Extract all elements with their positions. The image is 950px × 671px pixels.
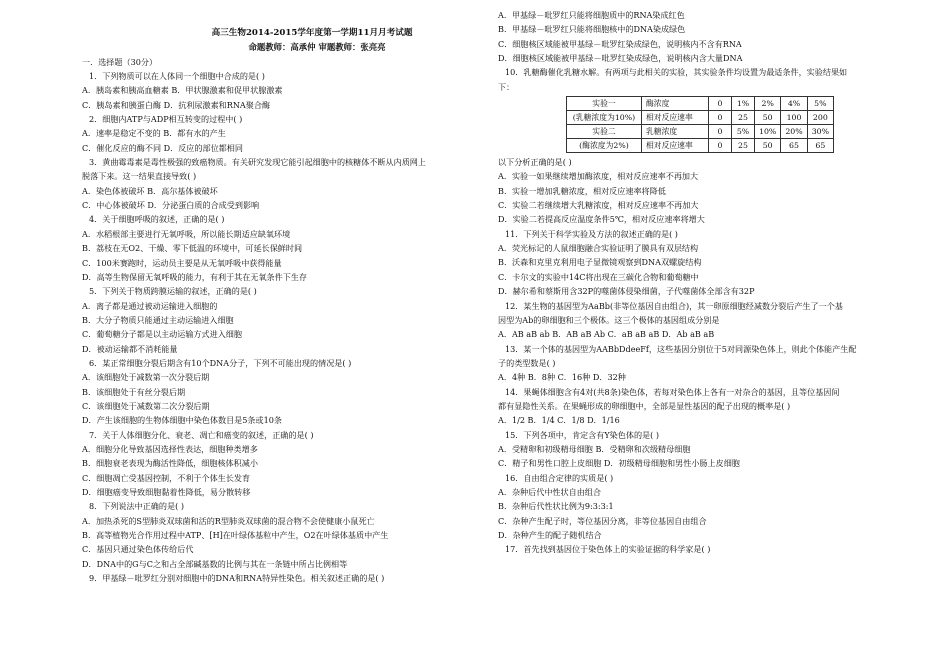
text-line: C．实验二若继续增大乳糖浓度，相对反应速率不再加大 [498, 200, 699, 211]
text-line: 4．关于细胞呼吸的叙述，正确的是( ) [89, 214, 225, 225]
table-cell: 30% [807, 125, 833, 139]
text-line: D．细胞核区域能被甲基绿－吡罗红染成绿色，说明核内含大量DNA [498, 53, 743, 64]
text-line: 子的类型数是( ) [498, 357, 556, 368]
text-line: D．实验二若提高反应温度条件5℃，相对反应速率将增大 [498, 214, 705, 225]
text-line: A．AB aB ab B．AB aB Ab C．aB aB aB D．Ab aB aB [498, 329, 715, 340]
text-line: B．杂种后代性状比例为9:3:3:1 [498, 501, 614, 512]
text-line: A．染色体被破坏 B．高尔基体被破坏 [82, 185, 218, 196]
right-question-list-bottom [498, 155, 908, 557]
exp2-condition: (酶浓度为2%) [567, 139, 642, 153]
table-cell: 200 [807, 111, 833, 125]
exp2-name: 实验二 [567, 125, 642, 139]
text-line: 14．果蝇体细胞含有4对(共8条)染色体，若每对染色体上各有一对杂合的基因，且等位基因间 [505, 386, 840, 397]
table-cell: 5% [807, 97, 833, 111]
text-line: A．该细胞处于减数第一次分裂后期 [82, 372, 210, 383]
text-line: 12．某生物的基因型为AaBb(非等位基因自由组合)，其一卵原细胞经减数分裂后产生了一个基 [505, 300, 843, 311]
text-line: C．催化反应的酶不同 D．反应的部位都相同 [82, 142, 243, 153]
text-line: D．赫尔希和蔡斯用含32P的噬菌体侵染细菌，子代噬菌体全部含有32P [498, 286, 755, 297]
text-line: B．沃森和克里克利用电子显微镜观察到DNA双螺旋结构 [498, 257, 702, 268]
text-line: C．卡尔文的实验中14C将出现在三碳化合物和葡萄糖中 [498, 271, 699, 282]
text-line: 脱落下来。这一结果直接导致( ) [82, 171, 197, 182]
exp2-rate-label: 相对反应速率 [642, 139, 709, 153]
text-line: B．细胞衰老表现为酶活性降低，细胞核体积减小 [82, 458, 258, 469]
table-cell: 4% [781, 97, 807, 111]
text-line: C．细胞核区域能被甲基绿－吡罗红染成绿色，说明核内不含有RNA [498, 38, 742, 49]
text-line: 8．下列说法中正确的是( ) [89, 501, 184, 512]
text-line: B．甲基绿－吡罗红只能将细胞核中的DNA染成绿色 [498, 24, 686, 35]
text-line: C．葡萄糖分子都是以主动运输方式进入细胞 [82, 329, 242, 340]
text-line: D．DNA中的G与C之和占全部碱基数的比例与其在一条链中所占比例相等 [82, 558, 348, 569]
text-line: C．中心体被破坏 D．分泌蛋白质的合成受到影响 [82, 200, 260, 211]
table-cell: 50 [755, 111, 781, 125]
text-line: 17．首先找到基因位于染色体上的实验证据的科学家是( ) [505, 544, 711, 555]
text-line: B．荔枝在无O2、干燥、零下低温的环境中，可延长保鲜时间 [82, 243, 303, 254]
table-cell: 100 [781, 111, 807, 125]
text-line: A．实验一如果继续增加酶浓度，相对反应速率不再加大 [498, 171, 699, 182]
table-cell: 65 [781, 139, 807, 153]
text-line: D．杂种产生的配子随机结合 [498, 530, 602, 540]
text-line: B．高等植物光合作用过程中ATP、[H]在叶绿体基粒中产生，O2在叶绿体基质中产生 [82, 530, 389, 541]
text-line: C．精子和男性口腔上皮细胞 D．初级精母细胞和男性小肠上皮细胞 [498, 458, 740, 469]
text-line: 都有显隐性关系。在果蝇形成的卵细胞中，全部是显性基因的配子出现的概率是( ) [498, 400, 791, 411]
table-row [567, 97, 834, 111]
exam-title: 高三生物2014-2015学年度第一学期11月月考试题 [211, 28, 413, 38]
text-line: 下： [498, 81, 515, 92]
text-line: A．杂种后代中性状自由组合 [498, 486, 601, 497]
text-line: 16．自由组合定律的实质是( ) [505, 472, 614, 483]
text-line: 13．某一个体的基因型为AABbDdeeFf，这些基因分别位于5对同源染色体上，则此个体能产生配 [505, 343, 857, 354]
text-line: 3．黄曲霉毒素是毒性极强的致癌物质。有关研究发现它能引起细胞中的核糖体不断从内质网上 [89, 157, 426, 168]
text-line: A．离子都是通过被动运输进入细胞的 [82, 300, 218, 311]
text-line: D．细胞癌变导致细胞黏着性降低，易分散转移 [82, 487, 251, 497]
text-line: A．受精卵和初级精母细胞 B．受精卵和次级精母细胞 [498, 443, 691, 454]
text-line: A．加热杀死的S型肺炎双球菌和活的R型肺炎双球菌的混合物不会使健康小鼠死亡 [82, 515, 375, 526]
text-line: 10．乳糖酶催化乳糖水解。有两项与此相关的实验，其实验条件均设置为最适条件，实验结果如 [505, 67, 848, 78]
text-line: B．实验一增加乳糖浓度，相对反应速率将降低 [498, 185, 666, 196]
exp1-name: 实验一 [567, 97, 642, 111]
table-cell: 20% [781, 125, 807, 139]
text-line: A．甲基绿－吡罗红只能将细胞质中的RNA染成红色 [498, 10, 685, 20]
text-line: 5．下列关于物质跨膜运输的叙述，正确的是( ) [89, 286, 257, 297]
table-cell: 10% [755, 125, 781, 139]
text-line: C．细胞凋亡受基因控制，不利于个体生长发育 [82, 472, 251, 483]
right-question-list-top [498, 8, 908, 94]
text-line: 7．关于人体细胞分化、衰老、凋亡和癌变的叙述，正确的是( ) [89, 429, 314, 440]
text-line: 6．某正常细胞分裂后期含有10个DNA分子，下列不可能出现的情况是( ) [89, 357, 352, 368]
text-line: B．大分子物质只能通过主动运输进入细胞 [82, 314, 234, 325]
left-column [82, 26, 482, 585]
table-cell: 0 [709, 111, 732, 125]
exp1-condition: (乳糖浓度为10%) [567, 111, 642, 125]
text-line: 11．下列关于科学实验及方法的叙述正确的是( ) [505, 228, 678, 239]
text-line: 9．甲基绿－吡罗红分别对细胞中的DNA和RNA特异性染色。相关叙述正确的是( ) [89, 573, 385, 584]
exp1-var-label: 酶浓度 [642, 97, 709, 111]
text-line: 因型为Ab的卵细胞和三个极体。这三个极体的基因组成分别是 [498, 314, 720, 325]
table-row [567, 111, 834, 125]
right-column [498, 8, 908, 557]
text-line: 以下分析正确的是( ) [498, 157, 572, 168]
table-cell: 1% [732, 97, 755, 111]
text-line: 1．下列物质可以在人体同一个细胞中合成的是( ) [89, 71, 265, 82]
exp2-var-label: 乳糖浓度 [642, 125, 709, 139]
table-cell: 5% [732, 125, 755, 139]
text-line: 一．选择题（30分） [82, 56, 158, 67]
table-cell: 25 [732, 139, 755, 153]
text-line: D．被动运输都不消耗能量 [82, 343, 178, 354]
table-cell: 25 [732, 111, 755, 125]
text-line: A．1/2 B．1/4 C．1/8 D．1/16 [498, 415, 620, 426]
table-cell: 50 [755, 139, 781, 153]
text-line: C．100米赛跑时，运动员主要是从无氧呼吸中获得能量 [82, 257, 282, 268]
table-cell: 0 [709, 97, 732, 111]
text-line: C．胰岛素和胰蛋白酶 D．抗利尿激素和RNA聚合酶 [82, 99, 271, 110]
exam-authors: 命题教师：高承仲 审题教师：张亮亮 [248, 42, 386, 53]
exp1-rate-label: 相对反应速率 [642, 111, 709, 125]
table-cell: 0 [709, 125, 732, 139]
text-line: C．该细胞处于减数第二次分裂后期 [82, 400, 210, 411]
text-line: 2．细胞内ATP与ADP相互转变的过程中( ) [89, 114, 243, 125]
text-line: D．产生该细胞的生物体细胞中染色体数目是5条或10条 [82, 415, 283, 426]
text-line: C．基因只通过染色体传给后代 [82, 544, 194, 555]
table-cell: 65 [807, 139, 833, 153]
table-row [567, 139, 834, 153]
table-cell: 2% [755, 97, 781, 111]
text-line: D．高等生物保留无氧呼吸的能力，有利于其在无氧条件下生存 [82, 271, 308, 282]
table-cell: 0 [709, 139, 732, 153]
lactase-experiment-table [566, 96, 834, 153]
text-line: A．水稻根部主要进行无氧呼吸，所以能长期适应缺氧环境 [82, 228, 291, 239]
text-line: A．荧光标记的人鼠细胞融合实验证明了膜具有双层结构 [498, 243, 699, 254]
text-line: A．4种 B．8种 C．16种 D．32种 [498, 372, 626, 383]
text-line: A．细胞分化导致基因选择性表达，细胞种类增多 [82, 443, 258, 454]
text-line: A．胰岛素和胰高血糖素 B．甲状腺激素和促甲状腺激素 [82, 85, 283, 96]
text-line: A．速率是稳定不变的 B．都有水的产生 [82, 128, 226, 139]
text-line: B．该细胞处于有丝分裂后期 [82, 386, 186, 397]
text-line: 15．下列各项中，肯定含有Y染色体的是( ) [505, 429, 660, 440]
table-row [567, 125, 834, 139]
left-question-list [82, 55, 482, 586]
text-line: C．杂种产生配子时，等位基因分离，非等位基因自由组合 [498, 515, 707, 526]
